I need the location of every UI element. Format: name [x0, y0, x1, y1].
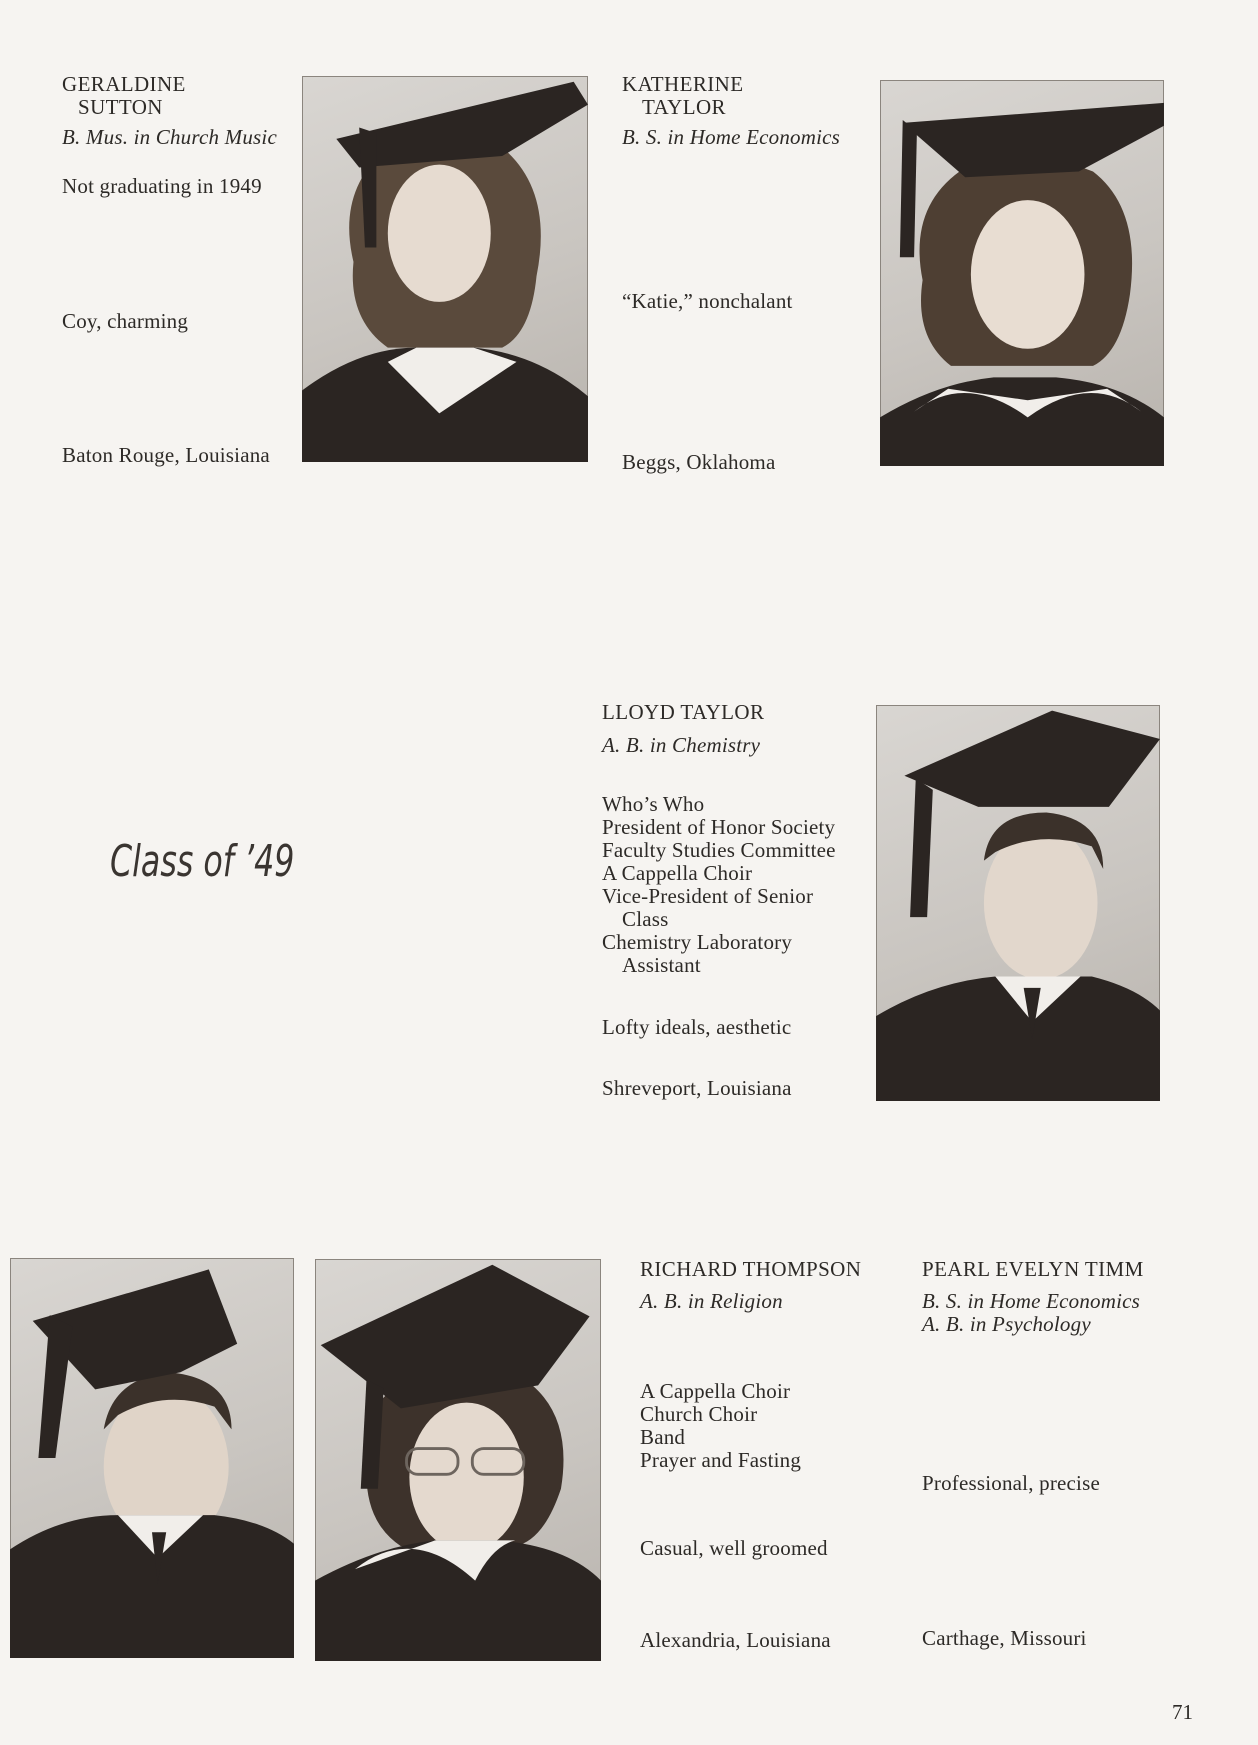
- portrait-image: [315, 1259, 601, 1661]
- student-name-continued: SUTTON: [78, 95, 163, 119]
- student-hometown: Shreveport, Louisiana: [602, 1076, 792, 1100]
- portrait-image: [10, 1258, 294, 1658]
- graduate-photo-katherine-taylor: [880, 80, 1164, 466]
- portrait-image: [302, 76, 588, 462]
- student-activity: Prayer and Fasting: [640, 1448, 802, 1472]
- portrait-image: [880, 80, 1164, 466]
- portrait-image: [876, 705, 1160, 1101]
- student-name: RICHARD THOMPSON: [640, 1257, 862, 1281]
- student-degree: A. B. in Psychology: [922, 1312, 1091, 1336]
- student-name: KATHERINE: [622, 72, 744, 96]
- student-characterization: Casual, well groomed: [640, 1536, 828, 1560]
- student-characterization: Lofty ideals, aesthetic: [602, 1015, 792, 1039]
- student-degree: A. B. in Chemistry: [602, 733, 761, 757]
- student-activity: Who’s Who: [602, 792, 705, 816]
- student-name: PEARL EVELYN TIMM: [922, 1257, 1144, 1281]
- student-degree: B. Mus. in Church Music: [62, 125, 277, 149]
- student-activity: Faculty Studies Committee: [602, 838, 836, 862]
- student-activity: A Cappella Choir: [640, 1379, 791, 1403]
- graduate-photo-richard-thompson: [10, 1258, 294, 1658]
- student-activity: Church Choir: [640, 1402, 758, 1426]
- graduate-photo-sutton: [302, 76, 588, 462]
- student-degree: B. S. in Home Economics: [622, 125, 841, 149]
- student-hometown: Alexandria, Louisiana: [640, 1628, 831, 1652]
- student-hometown: Carthage, Missouri: [922, 1626, 1087, 1650]
- graduate-photo-lloyd-taylor: [876, 705, 1160, 1101]
- student-degree: B. S. in Home Economics: [922, 1289, 1141, 1313]
- student-characterization: Coy, charming: [62, 309, 189, 333]
- student-name: GERALDINE: [62, 72, 186, 96]
- student-activity-continued: Class: [622, 907, 669, 931]
- student-name: LLOYD TAYLOR: [602, 700, 765, 724]
- student-activity: Not graduating in 1949: [62, 174, 262, 198]
- class-of-49-title: Class of ’49: [110, 836, 295, 887]
- student-activity: President of Honor Society: [602, 815, 836, 839]
- student-degree: A. B. in Religion: [640, 1289, 783, 1313]
- student-hometown: Baton Rouge, Louisiana: [62, 443, 270, 467]
- student-activity: A Cappella Choir: [602, 861, 753, 885]
- student-hometown: Beggs, Oklahoma: [622, 450, 776, 474]
- student-characterization: “Katie,” nonchalant: [622, 289, 793, 313]
- student-activity: Vice-President of Senior: [602, 884, 814, 908]
- student-characterization: Professional, precise: [922, 1471, 1100, 1495]
- page-number: 71: [1172, 1700, 1193, 1724]
- graduate-photo-pearl-evelyn-timm: [315, 1259, 601, 1661]
- student-activity: Band: [640, 1425, 686, 1449]
- student-name-continued: TAYLOR: [642, 95, 726, 119]
- student-activity-continued: Assistant: [622, 953, 701, 977]
- student-activity: Chemistry Laboratory: [602, 930, 793, 954]
